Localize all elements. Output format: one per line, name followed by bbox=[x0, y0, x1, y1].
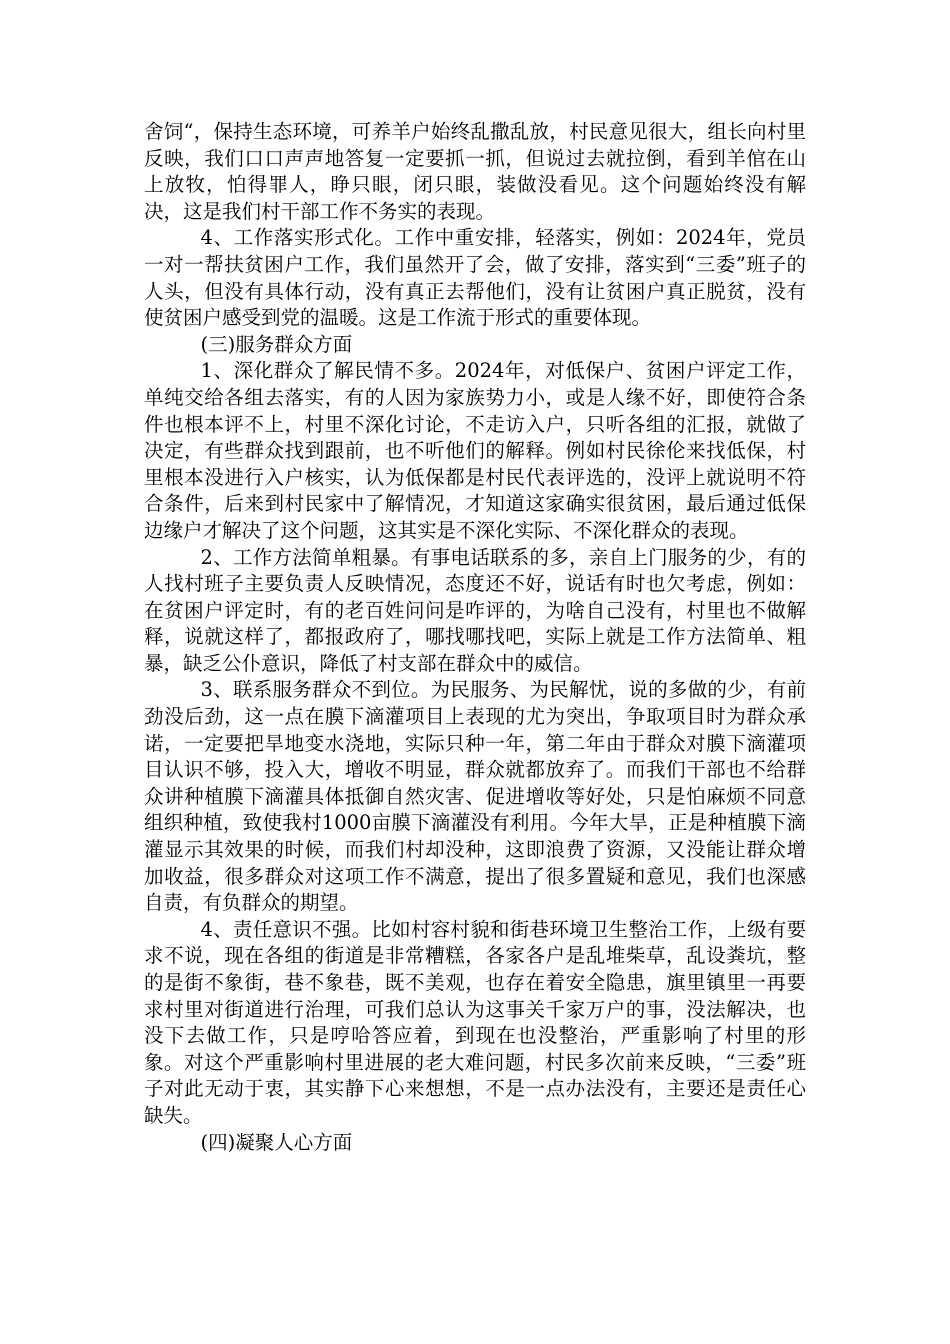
paragraph-item-2-work-method: 2、工作方法简单粗暴。有事电话联系的多，亲自上门服务的少，有的人找村班子主要负责人反映情况，态度还不好，说话有时也欠考虑，例如：在贫困户评定时，有的老百姓问问是咋评的，为啥自己没有，村里也不做解释，说就这样了，都报政府了，哪找哪找吧，实际上就是工作方法简单、粗暴，缺乏公仆意识，降低了村支部在群众中的威信。 bbox=[144, 545, 806, 675]
paragraph-item-4-work-implementation: 4、工作落实形式化。工作中重安排，轻落实，例如：2024年，党员一对一帮扶贫困户工作，我们虽然开了会，做了安排，落实到“三委”班子的人头，但没有具体行动，没有真正去帮他们，没有让贫困户真正脱贫，没有使贫困户感受到党的温暖。这是工作流于形式的重要体现。 bbox=[144, 226, 806, 330]
section-heading-serve-masses: (三)服务群众方面 bbox=[200, 332, 353, 356]
document-body bbox=[144, 119, 806, 1156]
paragraph-continuation: 舍饲“，保持生态环境，可养羊户始终乱撒乱放，村民意见很大，组长向村里反映，我们口口声声地答复一定要抓一抓，但说过去就拉倒，看到羊倌在山上放牧，怕得罪人，睁只眼，闭只眼，装做没看见。这个问题始终没有解决，这是我们村干部工作不务实的表现。 bbox=[144, 120, 806, 223]
paragraph-item-3-contact-service: 3、联系服务群众不到位。为民服务、为民解忧，说的多做的少，有前劲没后劲，这一点在膜下滴灌项目上表现的尤为突出，争取项目时为群众承诺，一定要把旱地变水浇地，实际只种一年，第二年由于群众对膜下滴灌项目认识不够，投入大，增收不明显，群众就都放弃了。而我们干部也不给群众讲种植膜下滴灌具体抵御自然灾害、促进增收等好处，只是怕麻烦不同意组织种植，致使我村1000亩膜下滴灌没有利用。今年大旱，正是种植膜下滴灌显示其效果的时候，而我们村却没种，这即浪费了资源，又没能让群众增加收益，很多群众对这项工作不满意，提出了很多置疑和意见，我们也深感自责，有负群众的期望。 bbox=[144, 678, 806, 915]
paragraph-item-4-responsibility: 4、责任意识不强。比如村容村貌和街巷环境卫生整治工作，上级有要求不说，现在各组的街道是非常糟糕，各家各户是乱堆柴草，乱设粪坑，整的是街不象街，巷不象巷，既不美观，也存在着安全隐患，旗里镇里一再要求村里对街道进行治理，可我们总认为这事关千家万户的事，没法解决，也没下去做工作，只是哼哈答应着，到现在也没整治，严重影响了村里的形象。对这个严重影响村里进展的老大难问题，村民多次前来反映，“三委”班子对此无动于衷，其实静下心来想想，不是一点办法没有，主要还是责任心缺失。 bbox=[144, 917, 806, 1127]
section-heading-unite-hearts: (四)凝聚人心方面 bbox=[200, 1130, 353, 1154]
paragraph-item-1-understand-people: 1、深化群众了解民情不多。2024年，对低保户、贫困户评定工作，单纯交给各组去落实，有的人因为家族势力小，或是人缘不好，即使符合条件也根本评不上，村里不深化讨论，不走访入户，只听各组的汇报，就做了决定，有些群众找到跟前，也不听他们的解释。例如村民徐伦来找低保，村里根本没进行入户核实，认为低保都是村民代表评选的，没评上就说明不符合条件，后来到村民家中了解情况，才知道这家确实很贫困，最后通过低保边缘户才解决了这个问题，这其实是不深化实际、不深化群众的表现。 bbox=[144, 359, 806, 542]
